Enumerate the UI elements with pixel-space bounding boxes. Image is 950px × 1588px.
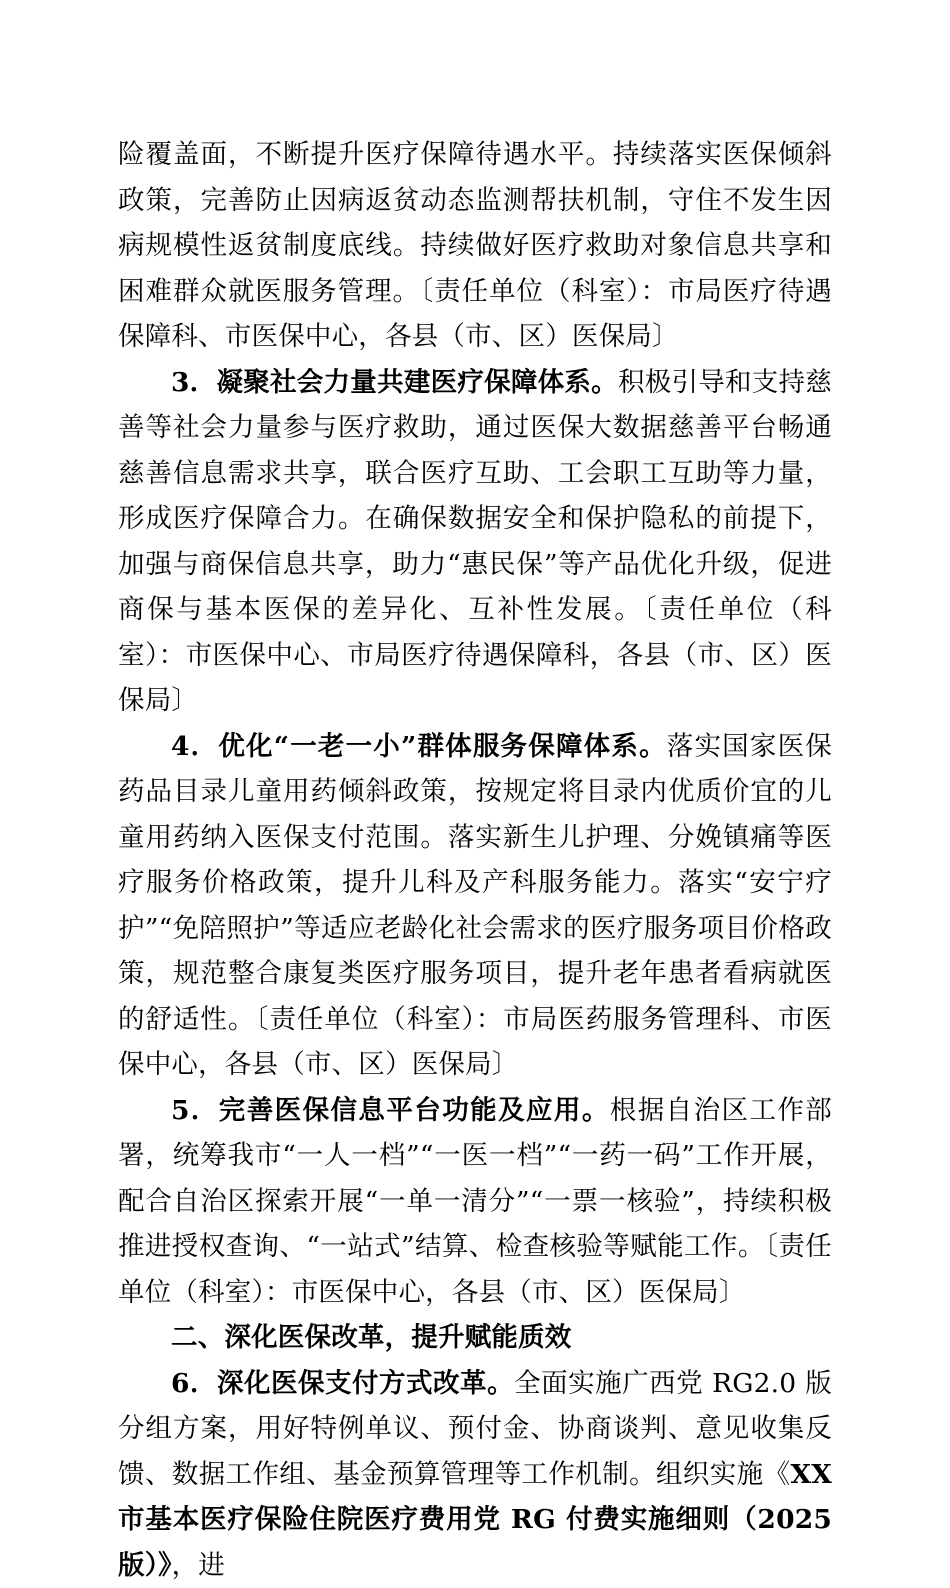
para-item-6-run-1: 全面实施广西党 RG2.0 版分组方案，用好特例单议、预付金、协商谈判、意见收集反馈、数据工作组、基金预算管理等工作机制。组织实施《 xyxy=(118,1368,832,1490)
para-item-3-run-1: 积极引导和支持慈善等社会力量参与医疗救助，通过医保大数据慈善平台畅通慈善信息需求共享，联合医疗互助、工会职工互助等力量，形成医疗保障合力。在确保数据安全和保护隐私的前提下，加强与商保信息共享，助力“惠民保”等产品优化升级，促进商保与基本医保的差异化、互补性发展。〔责任单位（科室）：市医保中心、市局医疗待遇保障科，各县（市、区）医保局〕 xyxy=(118,367,832,717)
para-item-6-run-2: XX 市基本医疗保险住院医疗费用党 RG 付费实施细则（2025 版）》 xyxy=(118,1459,832,1581)
document-body xyxy=(118,132,832,1588)
para-continued-1 xyxy=(118,132,832,360)
para-item-6-run-0: 6．深化医保支付方式改革。 xyxy=(171,1368,514,1399)
para-item-6-run-3: ，进 xyxy=(172,1550,225,1581)
para-item-4 xyxy=(118,724,832,1088)
para-item-6 xyxy=(118,1361,832,1588)
para-section-2 xyxy=(118,1315,832,1361)
para-item-5 xyxy=(118,1088,832,1316)
para-item-3-run-0: 3．凝聚社会力量共建医疗保障体系。 xyxy=(171,367,618,398)
para-item-5-run-1: 根据自治区工作部署，统筹我市“一人一档”“一医一档”“一药一码”工作开展，配合自治区探索开展“一单一清分”“一票一核验”，持续积极推进授权查询、“一站式”结算、检查核验等赋能工作。〔责任单位（科室）：市医保中心，各县（市、区）医保局〕 xyxy=(118,1095,832,1308)
para-item-5-run-0: 5．完善医保信息平台功能及应用。 xyxy=(171,1095,610,1126)
para-continued-1-run-0: 险覆盖面，不断提升医疗保障待遇水平。持续落实医保倾斜政策，完善防止因病返贫动态监测帮扶机制，守住不发生因病规模性返贫制度底线。持续做好医疗救助对象信息共享和困难群众就医服务管理。〔责任单位（科室）：市局医疗待遇保障科、市医保中心，各县（市、区）医保局〕 xyxy=(118,139,832,352)
para-item-4-run-1: 落实国家医保药品目录儿童用药倾斜政策，按规定将目录内优质价宜的儿童用药纳入医保支付范围。落实新生儿护理、分娩镇痛等医疗服务价格政策，提升儿科及产科服务能力。落实“安宁疗护”“免陪照护”等适应老龄化社会需求的医疗服务项目价格政策，规范整合康复类医疗服务项目，提升老年患者看病就医的舒适性。〔责任单位（科室）：市局医药服务管理科、市医保中心，各县（市、区）医保局〕 xyxy=(118,731,832,1081)
para-item-3 xyxy=(118,360,832,724)
para-item-4-run-0: 4．优化“一老一小”群体服务保障体系。 xyxy=(171,731,667,762)
para-section-2-run-0: 二、深化医保改革，提升赋能质效 xyxy=(171,1322,572,1353)
